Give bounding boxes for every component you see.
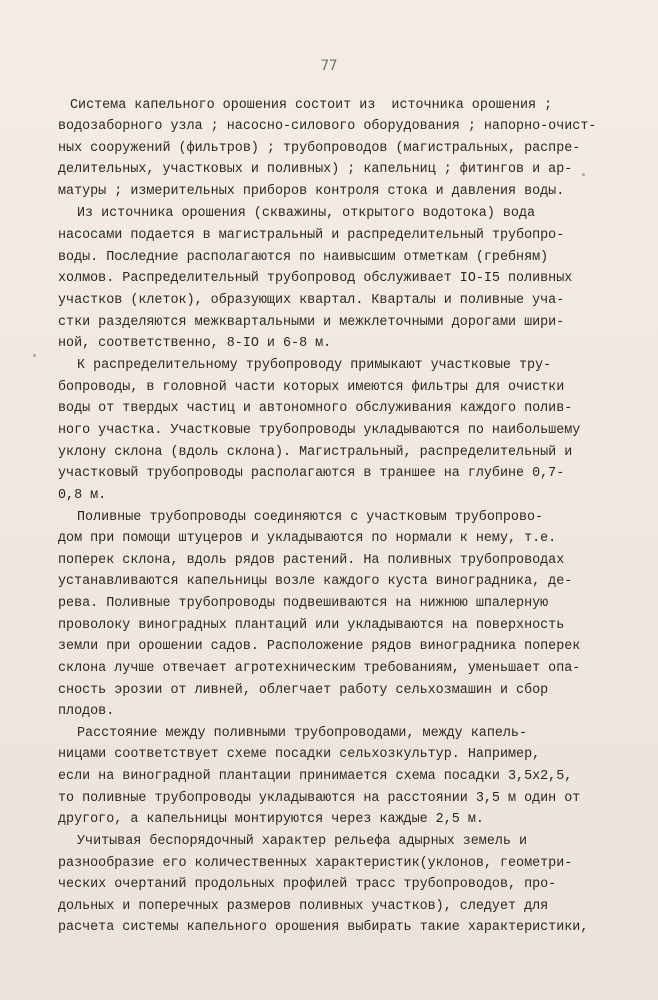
text-line: другого, а капельницы монтируются через каждые 2,5 м. [58,812,484,827]
text-line: сность эрозии от ливней, облегчает работу сельхозмашин и сбор [58,683,549,698]
text-line: склона лучше отвечает агротехническим требованиям, уменьшает опа- [58,661,581,676]
text-line: бопроводы, в головной части которых имеются фильтры для очистки [58,380,565,395]
text-line: плодов. [58,704,115,719]
text-line: матуры ; измерительных приборов контроля стока и давления воды. [58,184,565,199]
text-line: холмов. Распределительный трубопровод обслуживает IO-I5 поливных [58,271,573,286]
text-line: участков (клеток), образующих квартал. Кварталы и поливные уча- [58,293,565,308]
text-line: проволоку виноградных плантаций или укладываются на поверхность [58,618,565,633]
text-line: ной, соответственно, 8-IO и 6-8 м. [58,336,332,351]
text-line: то поливные трубопроводы укладываются на расстоянии 3,5 м один от [58,791,581,806]
text-line: водозаборного узла ; насосно-силового оборудования ; напорно-очист- [58,119,597,134]
text-line: Из источника орошения (скважины, открытого водотока) вода [77,206,536,221]
text-line: ных сооружений (фильтров) ; трубопроводов (магистральных, распре- [58,141,581,156]
text-line: Расстояние между поливными трубопроводами, между капель- [77,726,527,741]
text-line: 0,8 м. [58,488,107,503]
text-line: дольных и поперечных размеров поливных участков), следует для [58,899,549,914]
text-line: Система капельного орошения состоит из источника орошения ; [70,98,553,113]
text-line: насосами подается в магистральный и распределительный трубопро- [58,228,565,243]
paper-speck [582,173,585,176]
text-line: Учитывая беспорядочный характер рельефа адырных земель и [77,834,527,849]
text-line: воды от твердых частиц и автономного обслуживания каждого полив- [58,401,573,416]
text-line: воды. Последние располагаются по наивысшим отметкам (гребням) [58,250,549,265]
text-line: делительных, участковых и поливных) ; капельниц ; фитингов и ар- [58,162,573,177]
text-line: ного участка. Участковые трубопроводы укладываются по наибольшему [58,423,581,438]
text-line: дом при помощи штуцеров и укладываются по нормали к нему, т.е. [58,531,557,546]
text-line: поперек склона, вдоль рядов растений. На поливных трубопроводах [58,553,565,568]
text-line: стки разделяются межквартальными и межклеточными дорогами шири- [58,315,565,330]
text-line: ческих очертаний продольных профилей трасс трубопроводов, про- [58,877,557,892]
text-line: ницами соответствует схеме посадки сельхозкультур. Например, [58,747,541,762]
text-line: К распределительному трубопроводу примыкают участковые тру- [77,358,552,373]
text-line: устанавливаются капельницы возле каждого куста виноградника, де- [58,574,573,589]
text-line: участковый трубопроводы располагаются в траншее на глубине 0,7- [58,466,565,481]
text-line: разнообразие его количественных характеристик(уклонов, геометри- [58,856,573,871]
text-line: уклону склона (вдоль склона). Магистральный, распределительный и [58,445,573,460]
text-line: земли при орошении садов. Расположение рядов виноградника поперек [58,639,581,654]
text-line: если на виноградной плантации принимается схема посадки 3,5х2,5, [58,769,573,784]
text-line: Поливные трубопроводы соединяются с участковым трубопрово- [77,510,544,525]
text-line: рева. Поливные трубопроводы подвешиваются на нижнюю шпалерную [58,596,549,611]
page-number: 77 [320,58,338,74]
text-line: расчета системы капельного орошения выбирать такие характеристики, [58,920,589,935]
paper-speck [33,354,36,357]
